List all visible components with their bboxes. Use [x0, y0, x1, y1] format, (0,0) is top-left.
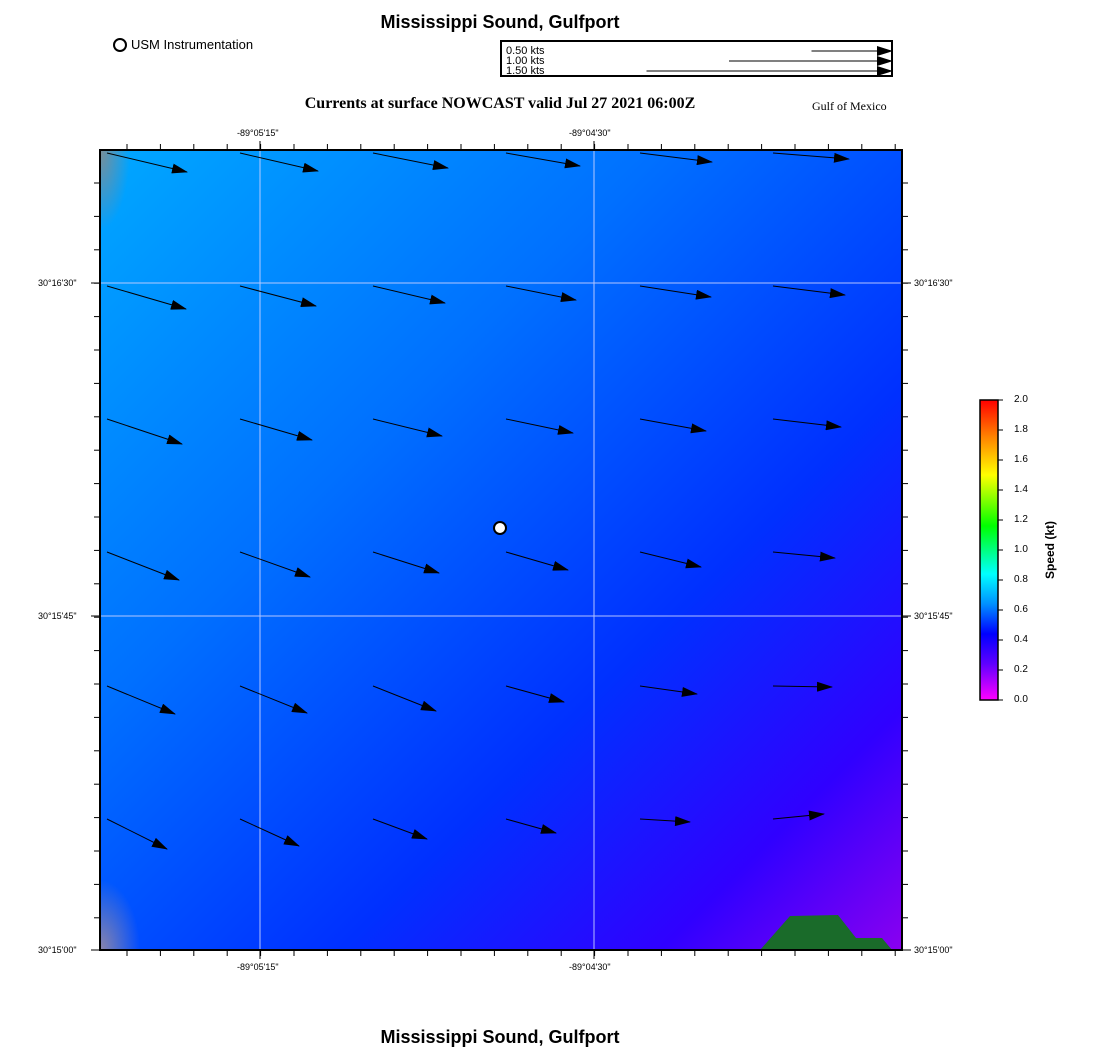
- colorbar-tick-label: 1.4: [1014, 484, 1028, 495]
- scale-label-150: 1.50 kts: [506, 65, 545, 77]
- colorbar-tick-label: 0.4: [1014, 634, 1028, 645]
- lat-tick-left-2: 30°15'45": [38, 611, 77, 621]
- lat-tick-right-3: 30°15'00": [914, 945, 953, 955]
- map-title: Mississippi Sound, Gulfport: [380, 12, 620, 32]
- colorbar-tick-label: 1.8: [1014, 424, 1028, 435]
- colorbar-tick-label: 1.0: [1014, 544, 1028, 555]
- station-legend-label: USM Instrumentation: [131, 37, 254, 52]
- lat-tick-right-1: 30°16'30": [914, 278, 953, 288]
- footer-title: Mississippi Sound, Gulfport: [380, 1027, 620, 1047]
- lon-tick-bottom-1: -89°05'15": [237, 962, 279, 972]
- scale-label-100: 1.00 kts: [506, 55, 545, 67]
- colorbar-tick-label: 1.2: [1014, 514, 1028, 525]
- colorbar-tick-label: 0.0: [1014, 694, 1028, 705]
- colorbar-tick-label: 2.0: [1014, 394, 1028, 405]
- lat-tick-right-2: 30°15'45": [914, 611, 953, 621]
- lat-tick-left-3: 30°15'00": [38, 945, 77, 955]
- station-marker[interactable]: [494, 522, 506, 534]
- colorbar-tick-label: 1.6: [1014, 454, 1028, 465]
- colorbar-tick-label: 0.6: [1014, 604, 1028, 615]
- scale-label-050: 0.50 kts: [506, 45, 545, 57]
- colorbar-tick-label: 0.2: [1014, 664, 1028, 675]
- lon-tick-bottom-2: -89°04'30": [569, 962, 611, 972]
- colorbar-title: Speed (kt): [1043, 520, 1058, 580]
- lon-tick-top-1: -89°05'15": [237, 128, 279, 138]
- region-label: Gulf of Mexico: [812, 99, 887, 113]
- lon-tick-top-2: -89°04'30": [569, 128, 611, 138]
- water-area: [100, 150, 902, 950]
- colorbar-tick-label: 0.8: [1014, 574, 1028, 585]
- speed-colorbar: [975, 395, 1005, 707]
- lat-tick-left-1: 30°16'30": [38, 278, 77, 288]
- map-subtitle: Currents at surface NOWCAST valid Jul 27 2021 06:00Z: [304, 95, 696, 112]
